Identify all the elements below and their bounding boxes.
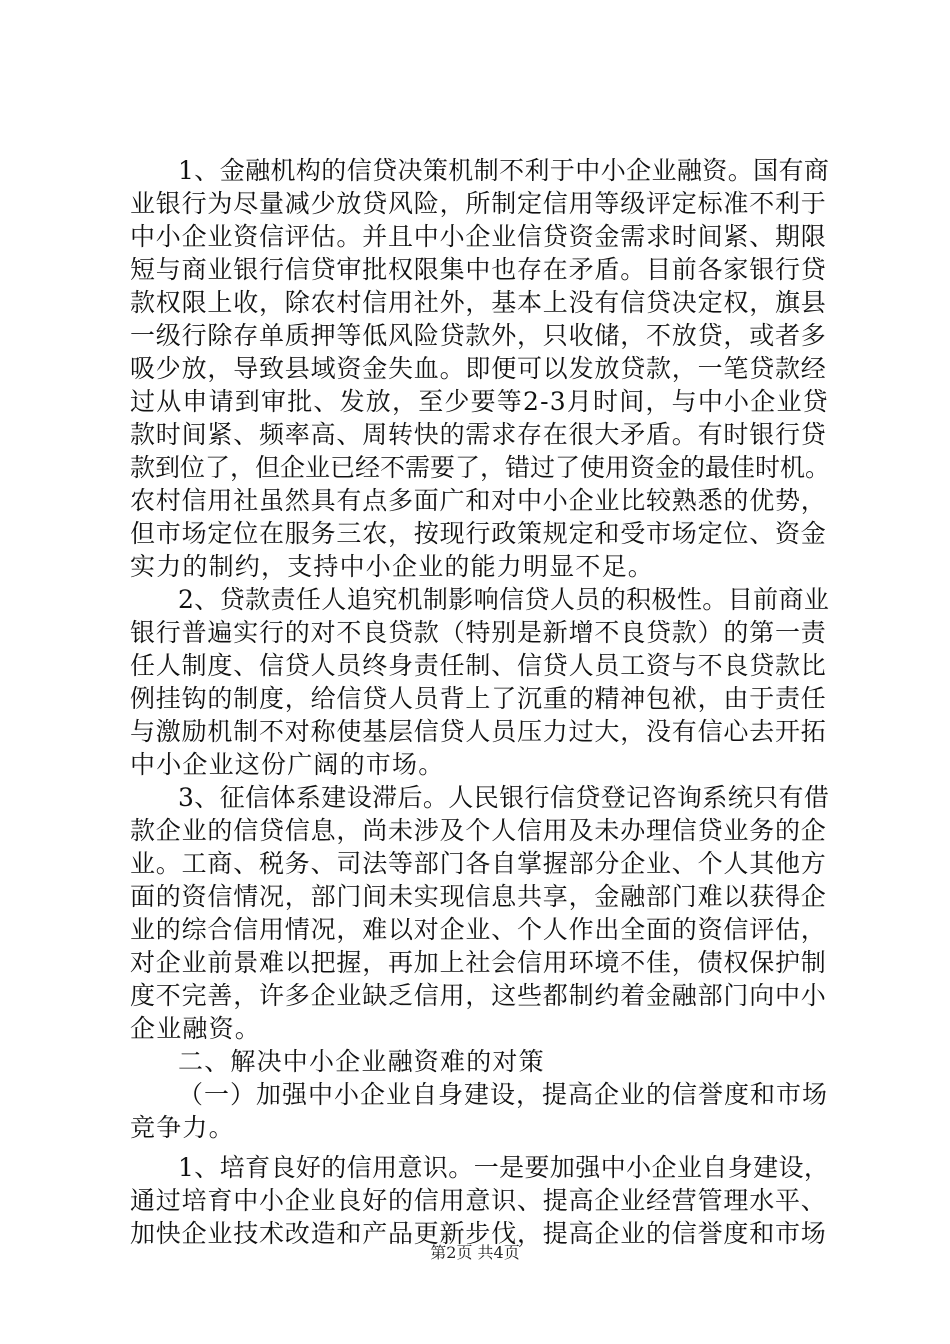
text-line: 1、金融机构的信贷决策机制不利于中小企业融资。国有商: [178, 156, 830, 185]
subsection-heading-continued: 竞争力。: [130, 1113, 235, 1142]
subsection-heading: （一）加强中小企业自身建设，提高企业的信誉度和市场: [178, 1080, 829, 1109]
text-line: 款时间紧、频率高、周转快的需求存在很大矛盾。有时银行贷: [130, 420, 827, 449]
text-line: 面的资信情况，部门间未实现信息共享，金融部门难以获得企: [130, 882, 827, 911]
text-line: 2、贷款责任人追究机制影响信贷人员的积极性。目前商业: [178, 585, 830, 614]
text-line: 款到位了，但企业已经不需要了，错过了使用资金的最佳时机。: [130, 453, 831, 482]
text-line: 任人制度、信贷人员终身责任制、信贷人员工资与不良贷款比: [130, 651, 827, 680]
text-line: 业的综合信用情况，难以对企业、个人作出全面的资信评估，: [130, 915, 827, 944]
text-line: 但市场定位在服务三农，按现行政策规定和受市场定位、资金: [130, 519, 827, 548]
text-line: 度不完善，许多企业缺乏信用，这些都制约着金融部门向中小: [130, 981, 827, 1010]
text-line: 3、征信体系建设滞后。人民银行信贷登记咨询系统只有借: [178, 783, 830, 812]
text-line: 实力的制约，支持中小企业的能力明显不足。: [130, 552, 655, 581]
text-line: 加快企业技术改造和产品更新步伐，提高企业的信誉度和市场: [130, 1219, 827, 1248]
section-heading: 二、解决中小企业融资难的对策: [178, 1047, 545, 1076]
text-line: 款权限上收，除农村信用社外，基本上没有信贷决定权，旗县: [130, 288, 827, 317]
text-line: 过从申请到审批、发放，至少要等2-3月时间，与中小企业贷: [130, 387, 829, 416]
text-line: 与激励机制不对称使基层信贷人员压力过大，没有信心去开拓: [130, 717, 827, 746]
text-line: 1、培育良好的信用意识。一是要加强中小企业自身建设，: [178, 1153, 830, 1182]
text-line: 中小企业资信评估。并且中小企业信贷资金需求时间紧、期限: [130, 222, 827, 251]
text-line: 吸少放，导致县域资金失血。即便可以发放贷款，一笔贷款经: [130, 354, 827, 383]
text-line: 银行普遍实行的对不良贷款（特别是新增不良贷款）的第一责: [130, 618, 827, 647]
text-line: 对企业前景难以把握，再加上社会信用环境不佳，债权保护制: [130, 948, 827, 977]
text-line: 短与商业银行信贷审批权限集中也存在矛盾。目前各家银行贷: [130, 255, 827, 284]
text-line: 企业融资。: [130, 1014, 262, 1043]
text-line: 例挂钩的制度，给信贷人员背上了沉重的精神包袱，由于责任: [130, 684, 827, 713]
page-number: 第2页 共4页: [430, 1243, 520, 1262]
text-line: 通过培育中小企业良好的信用意识、提高企业经营管理水平、: [130, 1186, 827, 1215]
text-line: 中小企业这份广阔的市场。: [130, 750, 445, 779]
text-line: 一级行除存单质押等低风险贷款外，只收储，不放贷，或者多: [130, 321, 827, 350]
text-line: 款企业的信贷信息，尚未涉及个人信用及未办理信贷业务的企: [130, 816, 827, 845]
text-line: 业银行为尽量减少放贷风险，所制定信用等级评定标准不利于: [130, 189, 827, 218]
text-line: 农村信用社虽然具有点多面广和对中小企业比较熟悉的优势，: [130, 486, 827, 515]
text-line: 业。工商、税务、司法等部门各自掌握部分企业、个人其他方: [130, 849, 827, 878]
